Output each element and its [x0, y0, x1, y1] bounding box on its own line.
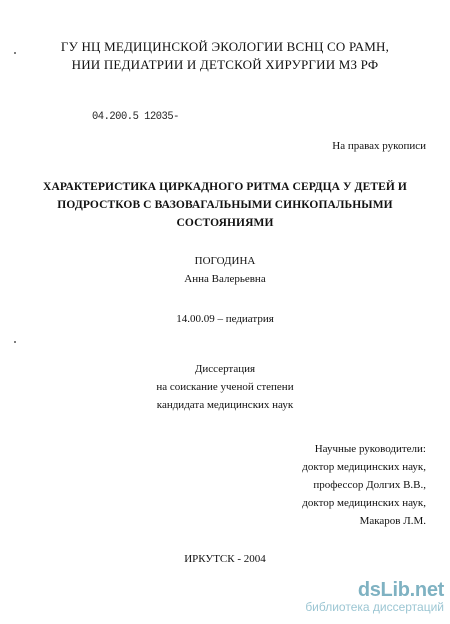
author-given-names: Анна Валерьевна	[184, 273, 266, 285]
watermark	[305, 580, 444, 614]
dissertation-line-1: Диссертация	[194, 363, 256, 375]
scan-speck	[14, 341, 16, 343]
watermark-logo: dsLib.net	[357, 579, 444, 601]
registration-stamp: 04.200.5 12035-	[92, 111, 179, 123]
dissertation-line-2: на соискание ученой степени	[156, 381, 294, 393]
supervisor-line-3: доктор медицинских наук,	[302, 497, 426, 509]
supervisor-line-2: профессор Долгих В.В.,	[313, 479, 426, 491]
manuscript-note: На правах рукописи	[332, 140, 426, 152]
dissertation-line-3: кандидата медицинских наук	[156, 399, 294, 411]
title-line-3: СОСТОЯНИЯМИ	[176, 217, 274, 229]
watermark-subtitle: библиотека диссертаций	[305, 600, 444, 614]
title-line-2: ПОДРОСТКОВ С ВАЗОВАГАЛЬНЫМИ СИНКОПАЛЬНЫМИ	[57, 199, 393, 211]
supervisors-heading: Научные руководители:	[314, 443, 426, 455]
supervisor-line-4: Макаров Л.М.	[359, 515, 426, 527]
organization-line-1: ГУ НЦ МЕДИЦИНСКОЙ ЭКОЛОГИИ ВСНЦ СО РАМН,	[60, 39, 390, 54]
organization-line-2: НИИ ПЕДИАТРИИ И ДЕТСКОЙ ХИРУРГИИ МЗ РФ	[71, 57, 379, 72]
specialty: 14.00.09 – педиатрия	[176, 313, 274, 325]
supervisor-line-1: доктор медицинских наук,	[302, 461, 426, 473]
title-line-1: ХАРАКТЕРИСТИКА ЦИРКАДНОГО РИТМА СЕРДЦА У ДЕТЕЙ И	[43, 181, 407, 193]
author-surname: ПОГОДИНА	[194, 255, 256, 267]
city-year: ИРКУТСК - 2004	[184, 553, 266, 565]
